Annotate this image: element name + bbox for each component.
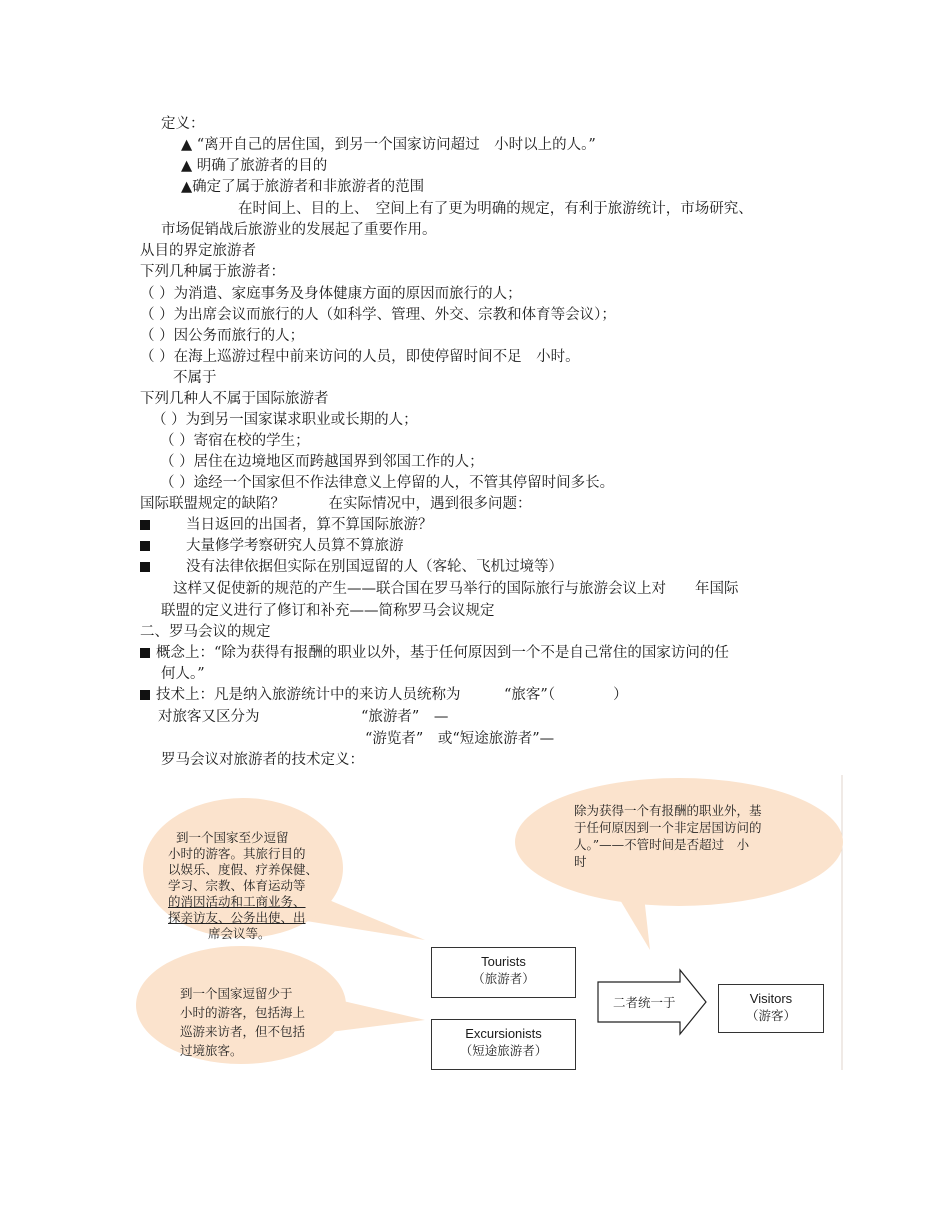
bubble-text-excursionists: 到一个国家逗留少于 小时的游客，包括海上 巡游来访者，但不包括 过境旅客。 — [180, 986, 306, 1058]
rome-section-heading: 二、罗马会议的规定 — [140, 624, 271, 640]
problem-item-1: 当日返回的出国者，算不算国际旅游？ — [140, 515, 433, 535]
square-bullet-icon — [140, 541, 150, 551]
tourist-item-2: （ ）为出席会议而旅行的人（如科学、管理、外交、宗教和体育等会议）； — [140, 307, 616, 323]
league-defects-line: 国际联盟规定的缺陷？ 在实际情况中，遇到很多问题： — [140, 496, 532, 512]
non-tourist-item-3: （ ）居住在边境地区而跨越国界到邻国工作的人； — [160, 454, 484, 470]
square-bullet-icon — [140, 520, 150, 530]
square-bullet-icon — [140, 690, 150, 700]
classification-line-2: “游览者” 或“短途旅游者”— — [365, 731, 555, 747]
concept-line: 概念上：“除为获得有报酬的职业以外，基于任何原因到一个不是自己常住的国家访问的任 — [140, 643, 729, 663]
bubble-text-tourists: 到一个国家至少逗留 小时的游客。其旅行目的 以娱乐、度假、疗养保健、 学习、宗教、体育运动等 的消因活动和工商业务、 探亲访友、公务出使、出 席会议等。 — [168, 830, 319, 941]
section-purpose-heading: 从目的界定旅游者 — [140, 243, 256, 259]
classification-line-1: 对旅客又区分为 “旅游者” — — [158, 709, 449, 725]
definition-point-scope: ▲确定了属于旅游者和非旅游者的范围 — [181, 179, 425, 195]
box-excursionists-zh: （短途旅游者） — [459, 1043, 548, 1058]
problem-item-2: 大量修学考察研究人员算不算旅游 — [140, 536, 404, 556]
tourist-item-3: （ ）因公务而旅行的人； — [140, 328, 305, 344]
square-bullet-icon — [140, 648, 150, 658]
not-belong-label: 不属于 — [173, 370, 217, 386]
definition-summary-1: 在时间上、目的上、 空间上有了更为明确的规定，有利于旅游统计，市场研究、 — [238, 201, 753, 217]
tourist-item-4: （ ）在海上巡游过程中前来访问的人员，即使停留时间不足 小时。 — [140, 349, 580, 365]
box-visitors-zh: （游客） — [745, 1008, 796, 1023]
problem-item-3: 没有法律依据但实际在别国逗留的人（客轮、飞机过境等） — [140, 557, 563, 577]
definition-summary-2: 市场促销战后旅游业的发展起了重要作用。 — [161, 222, 437, 238]
definition-point-purpose: ▲ 明确了旅游者的目的 — [181, 158, 328, 174]
tourist-item-1: （ ）为消遣、家庭事务及身体健康方面的原因而旅行的人； — [140, 286, 522, 302]
bubble-text-visitors: 除为获得一个有报酬的职业外，基 于任何原因到一个非定居国访问的 人。”——不管时间是否超过 小 时 — [574, 803, 762, 869]
tourist-list-heading: 下列几种属于旅游者： — [140, 264, 285, 280]
technical-line: 技术上：凡是纳入旅游统计中的来访人员统称为 “旅客”（ ） — [140, 685, 628, 705]
non-tourist-item-2: （ ）寄宿在校的学生； — [160, 433, 310, 449]
non-tourist-heading: 下列几种人不属于国际旅游者 — [140, 391, 329, 407]
box-visitors-en: Visitors — [749, 991, 793, 1006]
diagram — [0, 770, 950, 1080]
box-tourists-en: Tourists — [481, 954, 526, 969]
non-tourist-item-1: （ ）为到另一国家谋求职业或长期的人； — [152, 412, 418, 428]
box-visitors — [718, 984, 824, 1033]
square-bullet-icon — [140, 562, 150, 572]
box-excursionists — [431, 1019, 576, 1070]
definition-quote: ▲ “离开自己的居住国，到另一个国家访问超过 小时以上的人。” — [181, 137, 596, 153]
box-tourists — [431, 947, 576, 998]
arrow-label: 二者统一于 — [613, 995, 676, 1010]
box-excursionists-en: Excursionists — [465, 1026, 542, 1041]
definition-heading: 定义： — [161, 116, 205, 132]
non-tourist-item-4: （ ）途经一个国家但不作法律意义上停留的人，不管其停留时间多长。 — [160, 475, 615, 491]
rome-background-1: 这样又促使新的规范的产生——联合国在罗马举行的国际旅行与旅游会议上对 年国际 — [173, 581, 739, 597]
technical-definition-heading: 罗马会议对旅游者的技术定义： — [161, 752, 364, 768]
concept-line-cont: 何人。” — [161, 666, 205, 682]
rome-background-2: 联盟的定义进行了修订和补充——简称罗马会议规定 — [161, 603, 495, 619]
box-tourists-zh: （旅游者） — [472, 971, 535, 986]
